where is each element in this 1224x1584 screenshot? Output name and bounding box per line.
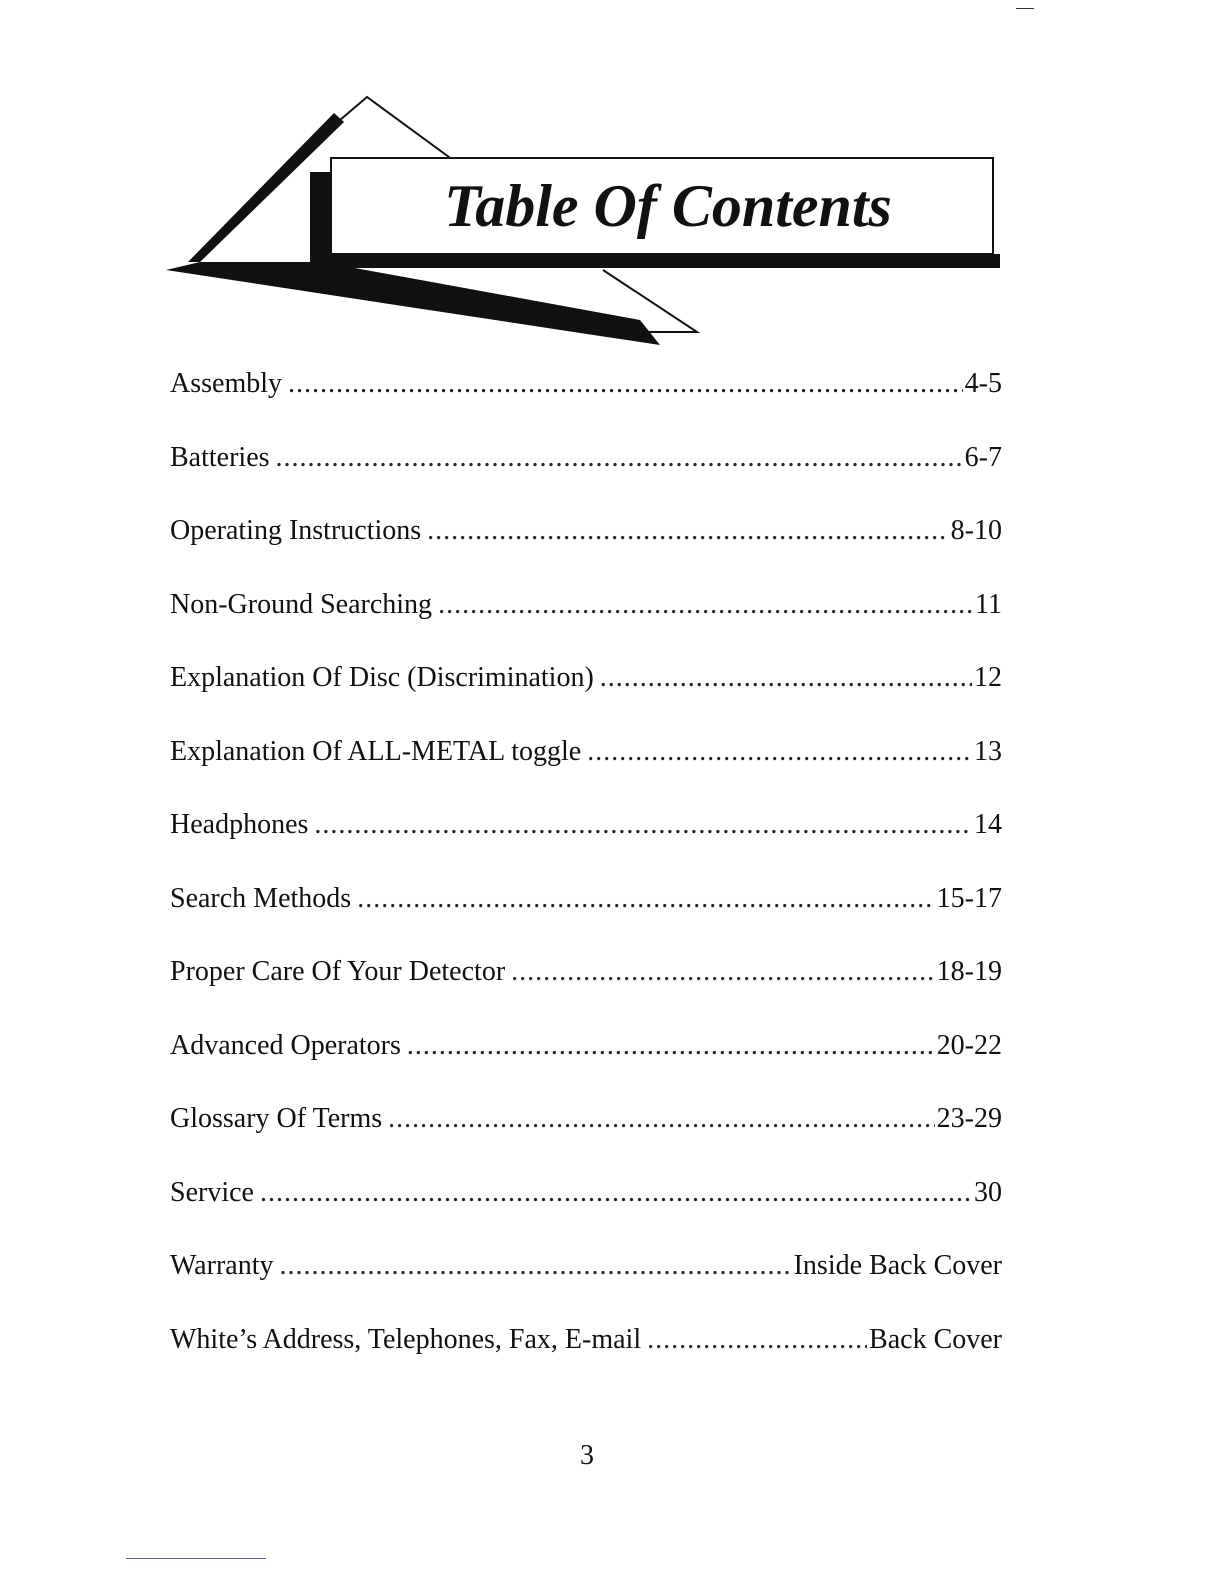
toc-entry-title: Assembly bbox=[170, 368, 282, 399]
bottom-rule bbox=[126, 1558, 266, 1559]
toc-entry bbox=[170, 1097, 1002, 1171]
toc-entry bbox=[170, 950, 1002, 1024]
toc-entry-page: Inside Back Cover bbox=[793, 1250, 1002, 1281]
toc-entry-title: White’s Address, Telephones, Fax, E-mail bbox=[170, 1323, 642, 1355]
toc-entry-page: 11 bbox=[975, 588, 1002, 620]
dot-leader bbox=[288, 362, 963, 406]
dot-leader bbox=[600, 656, 972, 700]
toc-entry bbox=[170, 803, 1002, 877]
toc-entry-page: 18-19 bbox=[936, 956, 1002, 987]
toc-entry-page: 23-29 bbox=[936, 1103, 1002, 1134]
toc-entry-title: Service bbox=[170, 1176, 254, 1208]
toc-entry-page: 12 bbox=[974, 662, 1002, 693]
toc-entry-title: Warranty bbox=[170, 1250, 274, 1281]
toc-entry-page: Back Cover bbox=[869, 1323, 1002, 1355]
toc-entry-title: Proper Care Of Your Detector bbox=[170, 956, 506, 987]
title-box bbox=[330, 157, 994, 255]
dot-leader bbox=[314, 803, 972, 847]
dot-leader bbox=[511, 950, 935, 994]
page-title: Table Of Contents bbox=[444, 172, 892, 239]
dot-leader bbox=[276, 436, 963, 480]
dot-leader bbox=[279, 1244, 791, 1288]
toc-entry bbox=[170, 1171, 1002, 1245]
toc-entry-title: Explanation Of ALL-METAL toggle bbox=[170, 735, 582, 767]
toc-entry-page: 4-5 bbox=[964, 368, 1002, 399]
toc-entry-page: 15-17 bbox=[936, 882, 1002, 914]
toc-entry-title: Advanced Operators bbox=[170, 1029, 401, 1061]
toc-entry bbox=[170, 1318, 1002, 1392]
toc-entry-title: Explanation Of Disc (Discrimination) bbox=[170, 662, 594, 693]
dot-leader bbox=[260, 1171, 972, 1215]
page-number: 3 bbox=[580, 1440, 594, 1471]
toc-entry-page: 13 bbox=[974, 735, 1002, 767]
toc-entry-page: 20-22 bbox=[936, 1029, 1002, 1061]
dot-leader bbox=[388, 1097, 935, 1141]
toc-entry-page: 30 bbox=[974, 1176, 1002, 1208]
toc-entry bbox=[170, 1024, 1002, 1098]
toc-entry bbox=[170, 436, 1002, 510]
toc-entry-title: Batteries bbox=[170, 441, 270, 473]
toc-entry-page: 8-10 bbox=[950, 515, 1002, 546]
toc-entry bbox=[170, 656, 1002, 730]
toc-entry bbox=[170, 509, 1002, 583]
toc-entry-title: Glossary Of Terms bbox=[170, 1103, 383, 1134]
dot-leader bbox=[647, 1318, 867, 1362]
dot-leader bbox=[357, 877, 934, 921]
toc-entry-page: 14 bbox=[974, 809, 1002, 840]
toc-list bbox=[170, 362, 1002, 1391]
toc-entry bbox=[170, 730, 1002, 804]
toc-entry-page: 6-7 bbox=[964, 441, 1002, 473]
toc-entry-title: Operating Instructions bbox=[170, 515, 422, 546]
dot-leader bbox=[407, 1024, 935, 1068]
toc-entry-title: Headphones bbox=[170, 809, 309, 840]
toc-entry-title: Non-Ground Searching bbox=[170, 588, 433, 620]
toc-entry bbox=[170, 362, 1002, 436]
toc-entry bbox=[170, 1244, 1002, 1318]
dot-leader bbox=[427, 509, 949, 553]
dot-leader bbox=[438, 583, 973, 627]
toc-entry bbox=[170, 877, 1002, 951]
toc-entry bbox=[170, 583, 1002, 657]
toc-entry-title: Search Methods bbox=[170, 882, 352, 914]
dot-leader bbox=[587, 730, 972, 774]
